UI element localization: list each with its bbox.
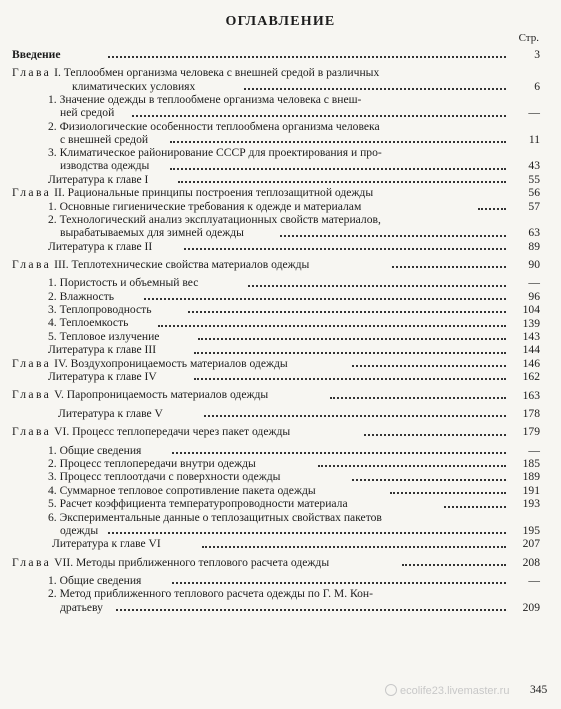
toc-entry — [48, 511, 540, 538]
toc-entry — [48, 200, 540, 213]
dot-leader — [144, 297, 506, 300]
toc-entry-text: 2. Физиологические особенности теплообмена организма человека — [48, 119, 380, 133]
toc-page-number: 43 — [528, 159, 540, 173]
toc-entry — [48, 146, 540, 173]
dot-leader — [170, 140, 506, 143]
toc-entry-text: Литература к главе II — [48, 239, 153, 253]
toc-entry — [58, 407, 540, 420]
toc-page-number: 191 — [522, 483, 540, 497]
dot-leader — [172, 581, 506, 584]
toc-page-number: 57 — [528, 199, 540, 213]
toc-page-number: 63 — [528, 226, 540, 240]
toc-page-number: 3 — [534, 48, 540, 62]
toc-entry — [48, 574, 540, 587]
toc-entry — [48, 290, 540, 303]
toc-entry-text: I. Теплообмен организма человека с внешней средой в различных — [51, 66, 380, 80]
chapter-prefix: Глава — [12, 356, 52, 370]
chapter-prefix: Глава — [12, 555, 52, 569]
dot-leader — [244, 87, 506, 90]
toc-entry-text: 3. Процесс теплоотдачи с поверхности одежды — [48, 470, 281, 484]
toc-entry-text-continued: дратьеву — [60, 600, 103, 614]
toc-entry — [48, 316, 540, 329]
toc-page-number: 104 — [522, 303, 540, 317]
toc-entry-text: 4. Суммарное тепловое сопротивление пакета одежды — [48, 483, 316, 497]
table-of-contents — [0, 48, 561, 614]
toc-page-number: 209 — [522, 600, 540, 614]
toc-entry-text: Литература к главе VI — [52, 537, 161, 551]
dot-leader — [478, 207, 506, 210]
toc-entry-text-continued: одежды — [60, 523, 99, 537]
toc-entry-text: 1. Общие сведения — [48, 573, 142, 587]
toc-entry — [48, 587, 540, 614]
dot-leader — [132, 114, 506, 117]
dot-leader — [352, 478, 506, 481]
toc-page-number: 179 — [522, 425, 540, 439]
toc-entry — [48, 444, 540, 457]
toc-page-number: 90 — [528, 258, 540, 272]
toc-entry-text: IV. Воздухопроницаемость материалов одежды — [51, 356, 288, 370]
toc-entry-text-continued: с внешней средой — [60, 132, 149, 146]
toc-page-number: 193 — [522, 497, 540, 511]
dot-leader — [202, 545, 506, 548]
toc-entry-text: II. Рациональные принципы построения теплозащитной одежды — [51, 186, 374, 200]
dot-leader — [402, 563, 506, 566]
dot-leader — [158, 324, 506, 327]
dot-leader — [108, 55, 506, 58]
toc-entry — [52, 537, 540, 550]
dot-leader — [444, 505, 506, 508]
camera-icon — [385, 684, 397, 696]
dot-leader — [188, 310, 506, 313]
dot-leader — [364, 433, 506, 436]
toc-page-number: 162 — [522, 370, 540, 384]
toc-entry-text: Литература к главе V — [58, 406, 163, 420]
chapter-prefix: Глава — [12, 425, 52, 439]
toc-entry — [12, 425, 540, 438]
dot-leader — [108, 531, 506, 534]
chapter-prefix: Глава — [12, 257, 52, 271]
toc-entry — [48, 213, 540, 240]
toc-entry-text: 4. Теплоемкость — [48, 316, 129, 330]
toc-entry-text: 1. Пористость и объемный вес — [48, 276, 199, 290]
toc-entry-text-continued: изводства одежды — [60, 159, 150, 173]
toc-entry-title — [48, 200, 506, 213]
toc-entry — [48, 276, 540, 289]
toc-entry — [12, 258, 540, 271]
toc-page-number: 6 — [534, 79, 540, 93]
page-number: 345 — [530, 684, 548, 696]
dot-leader — [198, 337, 506, 340]
dot-leader — [330, 396, 506, 399]
toc-entry — [12, 186, 540, 199]
toc-page-number: 163 — [522, 388, 540, 402]
dot-leader — [390, 491, 506, 494]
dot-leader — [352, 364, 506, 367]
dot-leader — [318, 464, 506, 467]
toc-page-number: 96 — [528, 289, 540, 303]
toc-entry — [48, 470, 540, 483]
dot-leader — [170, 167, 506, 170]
toc-page-number: 185 — [522, 457, 540, 471]
watermark-text: ecolife23.livemaster.ru — [400, 685, 510, 697]
toc-entry — [48, 457, 540, 470]
toc-entry-text: Литература к главе I — [48, 172, 149, 186]
toc-entry-text: Литература к главе IV — [48, 370, 157, 384]
dot-leader — [184, 247, 506, 250]
dot-leader — [280, 234, 506, 237]
toc-entry-text: 1. Значение одежды в теплообмене организма человека с внеш- — [48, 92, 362, 106]
toc-page-number: 195 — [522, 523, 540, 537]
toc-page-number: 144 — [522, 343, 540, 357]
toc-entry — [12, 66, 540, 93]
toc-entry-text: VI. Процесс теплопередачи через пакет одежды — [51, 425, 291, 439]
dot-leader — [194, 377, 506, 380]
toc-page-number: 55 — [528, 172, 540, 186]
toc-page-number: 208 — [522, 555, 540, 569]
chapter-prefix: Глава — [12, 66, 52, 80]
toc-entry-text-continued: вырабатываемых для зимней одежды — [60, 226, 244, 240]
toc-entry — [48, 303, 540, 316]
toc-page-number: — — [528, 443, 540, 457]
toc-entry — [12, 556, 540, 569]
toc-entry-text: 2. Метод приближенного теплового расчета одежды по Г. М. Кон- — [48, 587, 374, 601]
chapter-prefix: Глава — [12, 186, 52, 200]
toc-page-number: 143 — [522, 329, 540, 343]
dot-leader — [392, 265, 506, 268]
toc-entry-text: 2. Влажность — [48, 289, 115, 303]
toc-entry-text: Литература к главе III — [48, 343, 157, 357]
toc-entry — [48, 484, 540, 497]
toc-entry-text: V. Паропроницаемость материалов одежды — [51, 388, 269, 402]
toc-entry — [48, 93, 540, 120]
toc-entry-text: 1. Общие сведения — [48, 443, 142, 457]
toc-page-number: 89 — [528, 239, 540, 253]
toc-entry — [12, 357, 540, 370]
dot-leader — [116, 608, 506, 611]
toc-entry-text: 2. Процесс теплопередачи внутри одежды — [48, 457, 256, 470]
toc-entry-text: 1. Основные гигиенические требования к одежде и материалам — [48, 199, 362, 213]
toc-entry-text: 6. Экспериментальные данные о теплозащитных свойствах пакетов — [48, 510, 382, 524]
toc-entry-text: 5. Расчет коэффициента температуропроводности материала — [48, 497, 348, 511]
toc-entry — [48, 240, 540, 253]
toc-entry — [48, 497, 540, 510]
toc-entry-text: 3. Климатическое районирование СССР для проектирования и про- — [48, 146, 382, 160]
toc-entry — [48, 173, 540, 186]
toc-entry-text: III. Теплотехнические свойства материалов одежды — [51, 257, 310, 271]
toc-entry-text-continued: ней средой — [60, 106, 115, 120]
toc-entry — [48, 330, 540, 343]
toc-entry — [48, 120, 540, 147]
toc-page-number: — — [528, 276, 540, 290]
chapter-prefix: Глава — [12, 388, 52, 402]
toc-entry-text: 3. Теплопроводность — [48, 303, 152, 317]
toc-entry-text: 5. Тепловое излучение — [48, 329, 160, 343]
dot-leader — [248, 284, 506, 287]
toc-entry — [48, 370, 540, 383]
toc-entry-title — [48, 497, 506, 510]
toc-page-number: — — [528, 574, 540, 588]
toc-page-number: 178 — [522, 406, 540, 420]
dot-leader — [178, 180, 506, 183]
toc-page-number: 56 — [528, 186, 540, 200]
watermark — [385, 684, 509, 697]
toc-entry — [12, 388, 540, 401]
toc-page-number: 207 — [522, 537, 540, 551]
toc-entry-title — [12, 186, 506, 199]
toc-page-number: 11 — [528, 132, 540, 146]
toc-entry — [12, 48, 540, 61]
toc-entry-text-continued: климатических условиях — [72, 79, 196, 93]
toc-entry-text: Введение — [12, 48, 61, 61]
toc-entry-text: VII. Методы приближенного теплового расчета одежды — [51, 555, 330, 569]
dot-leader — [172, 451, 506, 454]
toc-page-number: 189 — [522, 470, 540, 484]
toc-page-number: 146 — [522, 356, 540, 370]
toc-entry-text: 2. Технологический анализ эксплуатационных свойств материалов, — [48, 212, 381, 226]
page-column-header: Стр. — [518, 32, 539, 44]
dot-leader — [194, 351, 506, 354]
page-title: ОГЛАВЛЕНИЕ — [225, 14, 336, 29]
toc-page-number: — — [528, 106, 540, 120]
dot-leader — [204, 414, 506, 417]
toc-entry — [48, 343, 540, 356]
toc-page-number: 139 — [522, 316, 540, 330]
